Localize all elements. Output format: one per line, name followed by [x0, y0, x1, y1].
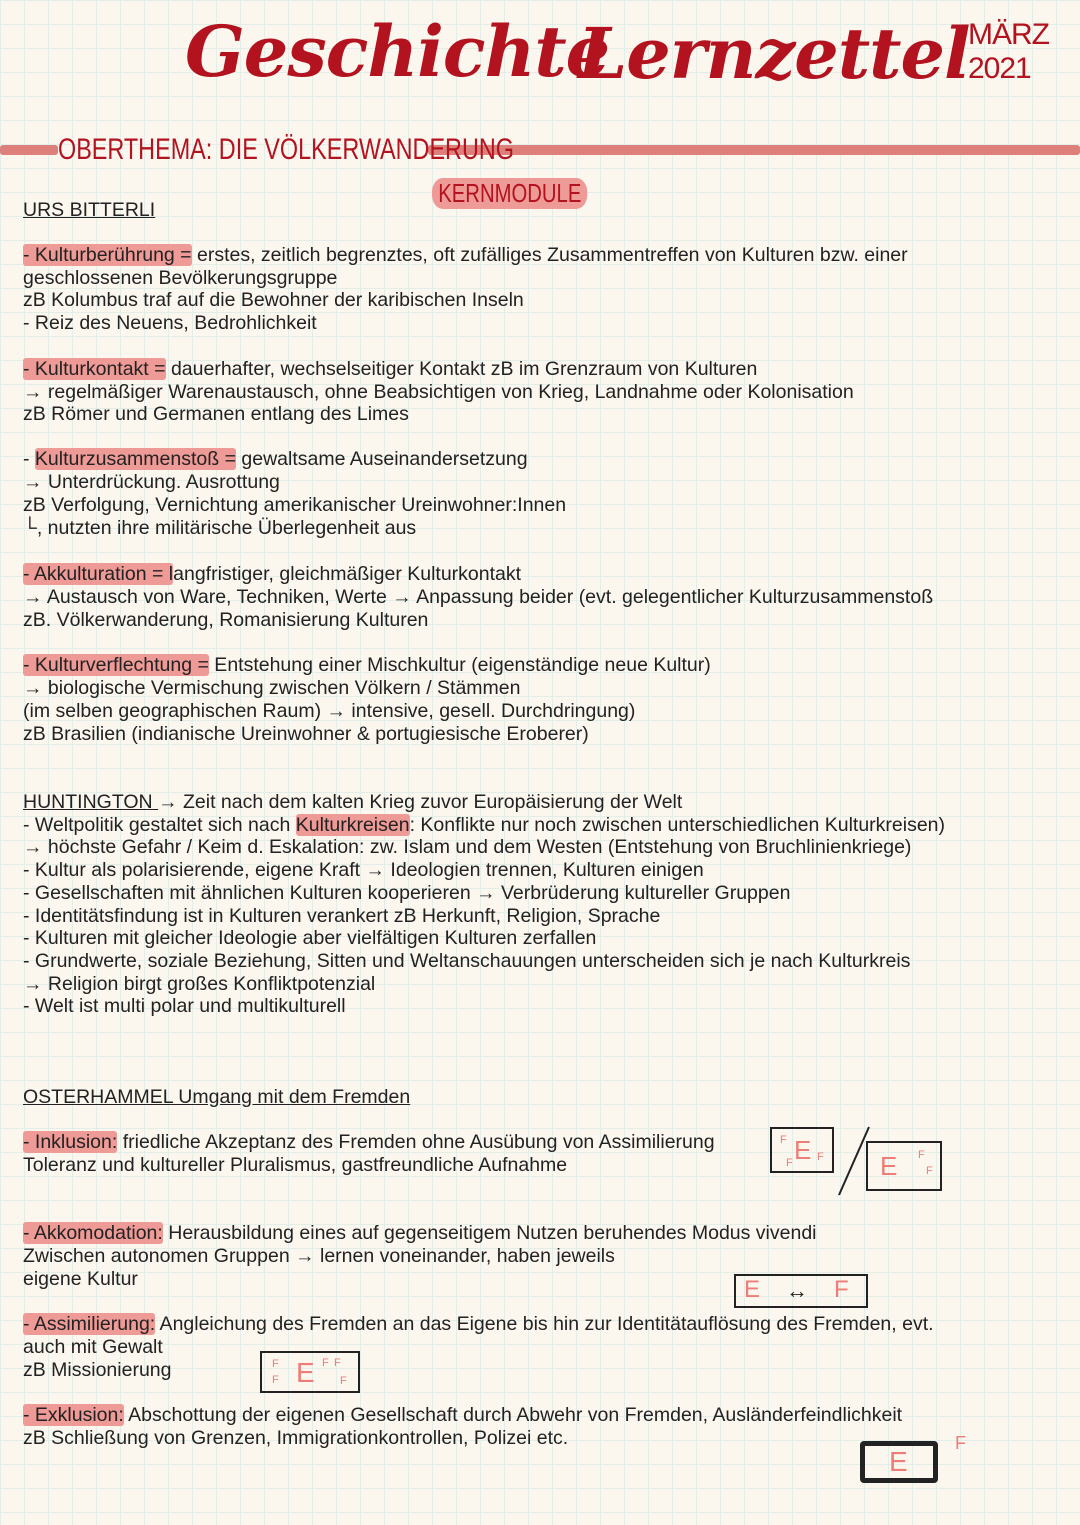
text-line: Zwischen autonomen Gruppen → lernen voneinander, haben jeweils	[23, 1245, 615, 1267]
title-lernzettel: Lernzettel	[578, 12, 970, 95]
list-item: - Kulturen mit gleicher Ideologie aber vielfältigen Kulturen zerfallen	[23, 927, 597, 949]
text: : Konflikte nur noch zwischen unterschiedlichen Kulturkreisen)	[409, 814, 946, 836]
text-line: zB Verfolgung, Vernichtung amerikanischer Ureinwohner:Innen	[23, 494, 567, 516]
def-inklusion	[23, 1131, 715, 1154]
def-assimilierung	[23, 1313, 934, 1336]
def-exklusion	[23, 1404, 902, 1427]
def-akkomodation	[23, 1222, 817, 1245]
list-item: → Religion birgt großes Konfliktpotenzial	[23, 973, 376, 995]
text-line: geschlossenen Bevölkerungsgruppe	[23, 267, 338, 289]
text: Angleichung des Fremden an das Eigene bis hin zur Identitätauflösung des Fremden, evt.	[155, 1313, 934, 1335]
text: Abschottung der eigenen Gesellschaft durch Abwehr von Fremden, Ausländerfeindlichkeit	[123, 1404, 903, 1426]
def-akkulturation	[23, 563, 521, 586]
section-heading-osterhammel: OSTERHAMMEL Umgang mit dem Fremden	[23, 1086, 411, 1108]
text-line: zB Kolumbus traf auf die Bewohner der karibischen Inseln	[23, 289, 524, 311]
date: MÄRZ 2021	[968, 18, 1049, 85]
term-inklusion: - Inklusion:	[23, 1131, 118, 1153]
f-symbol: F	[926, 1165, 933, 1177]
list-item: - Grundwerte, soziale Beziehung, Sitten und Weltanschauungen unterscheiden sich je nach Kulturkreis	[23, 950, 911, 972]
f-symbol: F	[322, 1357, 329, 1369]
f-symbol-outside: F	[955, 1433, 966, 1453]
f-symbol-large: F	[834, 1276, 849, 1303]
f-symbol: F	[780, 1134, 787, 1146]
oberthema: OBERTHEMA: DIE VÖLKERWANDERUNG	[58, 133, 514, 166]
kernmodule-badge: KERNMODULE	[432, 178, 588, 209]
header-rule-right	[428, 145, 1080, 155]
e-symbol: E	[794, 1135, 812, 1165]
f-symbol: F	[817, 1151, 824, 1163]
text: -	[23, 448, 35, 470]
text-line: (im selben geographischen Raum) → intensive, gesell. Durchdringung)	[23, 700, 636, 722]
e-symbol: E	[296, 1357, 315, 1388]
f-symbol: F	[340, 1375, 347, 1387]
e-symbol: E	[889, 1446, 908, 1477]
inklusion-sketch-box-1	[770, 1127, 834, 1173]
section-heading-huntington	[23, 791, 682, 814]
huntington-title: HUNTINGTON	[23, 791, 159, 813]
list-item: - Identitätsfindung ist in Kulturen verankert zB Herkunft, Religion, Sprache	[23, 905, 661, 927]
term-assimilierung: - Assimilierung:	[23, 1313, 156, 1335]
def-kulturverflechtung	[23, 654, 711, 677]
list-item: - Gesellschaften mit ähnlichen Kulturen kooperieren → Verbrüderung kultureller Gruppen	[23, 882, 791, 904]
term-kulturkontakt: - Kulturkontakt =	[23, 358, 166, 380]
term-akkomodation: - Akkomodation:	[23, 1222, 163, 1244]
text-line: → regelmäßiger Warenaustausch, ohne Beabsichtigen von Krieg, Landnahme oder Kolonisation	[23, 381, 854, 403]
inklusion-sketch-box-2	[866, 1141, 942, 1191]
list-item: → höchste Gefahr / Keim d. Eskalation: zw. Islam und dem Westen (Entstehung von Bruchlinienkriege)	[23, 836, 912, 858]
def-kulturberuehrung	[23, 244, 908, 267]
list-item: - Welt ist multi polar und multikulturell	[23, 995, 346, 1017]
term-kulturzusammenstoss: Kulturzusammenstoß =	[34, 448, 236, 470]
exchange-arrow-icon: ↔	[786, 1278, 808, 1303]
text-line: zB Brasilien (indianische Ureinwohner & portugiesische Eroberer)	[23, 723, 589, 745]
akkomodation-sketch-box	[734, 1274, 868, 1308]
assimilierung-sketch-box	[260, 1351, 360, 1393]
text-line	[23, 814, 945, 837]
section-heading-bitterli: URS BITTERLI	[23, 199, 156, 221]
text: friedliche Akzeptanz des Fremden ohne Ausübung von Assimilierung	[117, 1131, 715, 1153]
text: → Zeit nach dem kalten Krieg zuvor Europäisierung der Welt	[158, 791, 683, 813]
text-line: → biologische Vermischung zwischen Völkern / Stämmen	[23, 677, 521, 699]
text-line: auch mit Gewalt	[23, 1336, 163, 1358]
header-rule-left	[0, 145, 58, 155]
def-kulturzusammenstoss	[23, 448, 528, 471]
text-line: zB Schließung von Grenzen, Immigrationkontrollen, Polizei etc.	[23, 1427, 569, 1449]
text: dauerhafter, wechselseitiger Kontakt zB im Grenzraum von Kulturen	[165, 358, 758, 380]
term-kulturverflechtung: - Kulturverflechtung =	[23, 654, 209, 676]
e-symbol: E	[744, 1276, 761, 1303]
text: - Weltpolitik gestaltet sich nach	[23, 814, 296, 836]
text-line: zB Missionierung	[23, 1359, 172, 1381]
term-akkulturation: - Akkulturation = l	[23, 563, 174, 585]
e-symbol: E	[880, 1151, 898, 1181]
exklusion-sketch-box	[860, 1441, 938, 1483]
term-exklusion: - Exklusion:	[23, 1404, 124, 1426]
text: erstes, zeitlich begrenztes, oft zufälliges Zusammentreffen von Kulturen bzw. einer	[191, 244, 908, 266]
text-line: → Unterdrückung. Ausrottung	[23, 471, 280, 493]
f-symbol: F	[918, 1149, 925, 1161]
f-symbol: F	[786, 1157, 793, 1169]
def-kulturkontakt	[23, 358, 757, 381]
text-line: - Reiz des Neuens, Bedrohlichkeit	[23, 312, 317, 334]
term-kulturberuehrung: - Kulturberührung =	[23, 244, 192, 266]
text-line: zB. Völkerwanderung, Romanisierung Kulturen	[23, 609, 429, 631]
text: Entstehung einer Mischkultur (eigenständige neue Kultur)	[208, 654, 711, 676]
f-symbol: F	[334, 1357, 341, 1369]
f-symbol: F	[272, 1358, 279, 1370]
term-kulturkreisen: Kulturkreisen	[295, 814, 410, 836]
text-line: zB Römer und Germanen entlang des Limes	[23, 403, 409, 425]
text-line: └, nutzten ihre militärische Überlegenheit aus	[23, 517, 417, 539]
text-line: Toleranz und kultureller Pluralismus, gastfreundliche Aufnahme	[23, 1154, 568, 1176]
text-line: eigene Kultur	[23, 1268, 138, 1290]
text: angfristiger, gleichmäßiger Kulturkontakt	[173, 563, 522, 585]
text: Herausbildung eines auf gegenseitigem Nutzen beruhendes Modus vivendi	[162, 1222, 817, 1244]
text: gewaltsame Auseinandersetzung	[235, 448, 528, 470]
f-symbol: F	[272, 1374, 279, 1386]
title-geschichte: Geschichte	[185, 10, 610, 93]
text-line: → Austausch von Ware, Techniken, Werte → Anpassung beider (evt. gelegentlicher Kulturzusammenstoß	[23, 586, 934, 608]
list-item: - Kultur als polarisierende, eigene Kraft → Ideologien trennen, Kulturen einigen	[23, 859, 704, 881]
